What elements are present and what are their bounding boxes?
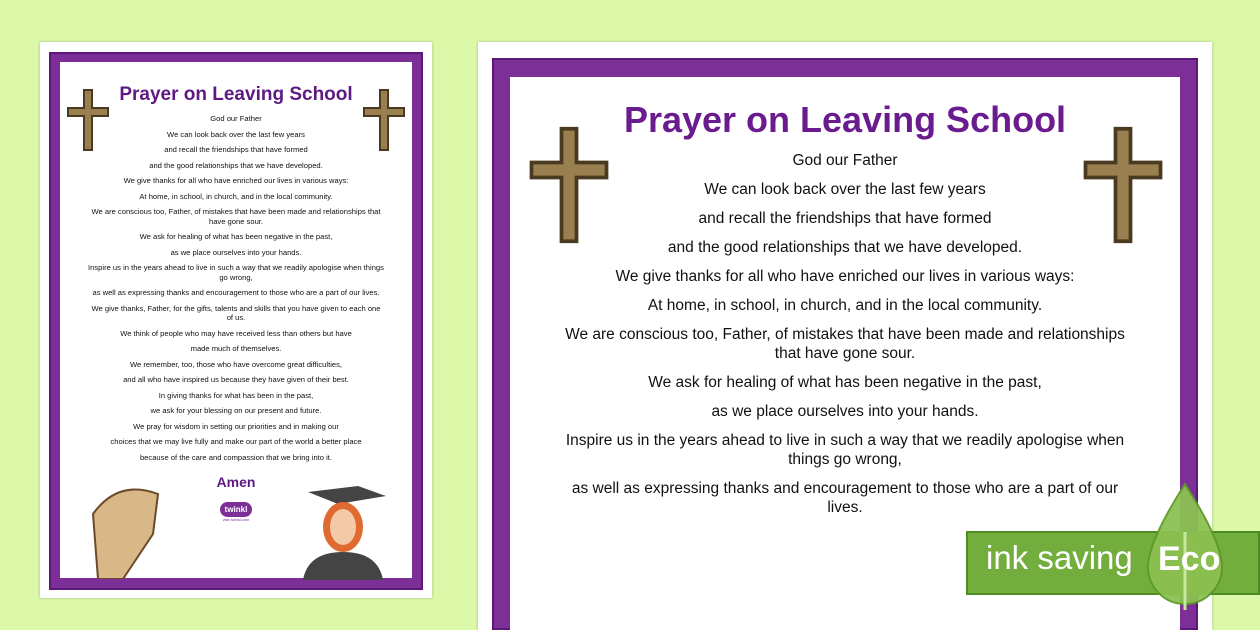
amen-text: Amen	[216, 474, 256, 490]
prayer-line: as we place ourselves into your hands.	[170, 247, 302, 257]
prayer-line: We give thanks for all who have enriched our lives in various ways:	[615, 268, 1075, 285]
prayer-line: We ask for healing of what has been negative in the past,	[648, 374, 1042, 391]
cross-icon	[362, 88, 406, 152]
prayer-line: Inspire us in the years ahead to live in such a way that we readily apologise when things go wrong,	[88, 263, 384, 282]
prayer-line: and all who have inspired us because they have given of their best.	[123, 375, 349, 384]
praying-hands-image	[88, 474, 168, 579]
prayer-line: because of the care and compassion that we bring into it.	[139, 452, 333, 462]
cross-icon	[66, 88, 110, 152]
prayer-line: made much of themselves.	[190, 344, 282, 353]
prayer-line: We pray for wisdom in setting our priorities and in making our	[133, 421, 339, 431]
cross-icon	[522, 125, 616, 245]
prayer-line: We can look back over the last few years	[704, 181, 986, 198]
twinkl-logo: twinkl	[220, 502, 253, 517]
prayer-line: choices that we may live fully and make our part of the world a better place	[110, 437, 362, 446]
prayer-line: We think of people who may have received less than others but have	[120, 328, 352, 338]
prayer-line: as well as expressing thanks and encouragement to those who are a part of our lives.	[92, 288, 380, 297]
preview-thumbnail[interactable]	[40, 42, 432, 598]
graduate-image	[298, 482, 388, 580]
prayer-line: we ask for your blessing on our present and future.	[150, 406, 322, 415]
prayer-line: We can look back over the last few years	[167, 129, 305, 139]
document-title: Prayer on Leaving School	[623, 99, 1067, 140]
prayer-line: We ask for healing of what has been negative in the past,	[139, 232, 333, 241]
prayer-line: At home, in school, in church, and in the local community.	[647, 297, 1043, 314]
prayer-line: In giving thanks for what has been in the past,	[158, 390, 314, 400]
prayer-line: God our Father	[210, 114, 262, 123]
cross-icon	[1076, 125, 1170, 245]
prayer-line: and the good relationships that we have developed.	[149, 160, 323, 170]
prayer-line: God our Father	[792, 152, 898, 169]
document-page	[60, 62, 412, 578]
prayer-line: We remember, too, those who have overcome great difficulties,	[129, 359, 343, 369]
prayer-line: and the good relationships that we have developed.	[667, 239, 1023, 256]
prayer-line: as well as expressing thanks and encouragement to those who are a part of our lives.	[571, 480, 1119, 516]
eco-label: Eco	[1158, 540, 1221, 578]
purple-border	[49, 52, 423, 590]
prayer-line: as we place ourselves into your hands.	[711, 403, 979, 420]
ink-saving-text: ink saving	[986, 539, 1133, 576]
prayer-text	[60, 114, 412, 462]
prayer-line: We are conscious too, Father, of mistakes that have been made and relationships that have gone sour.	[565, 326, 1125, 362]
prayer-line: Inspire us in the years ahead to live in such a way that we readily apologise when things go wrong,	[565, 432, 1125, 468]
prayer-line: and recall the friendships that have formed	[164, 145, 308, 154]
prayer-line: We are conscious too, Father, of mistakes that have been made and relationships that have gone sour.	[91, 207, 381, 226]
prayer-line: We give thanks for all who have enriched our lives in various ways:	[123, 176, 349, 185]
logo-url: visit twinkl.com	[222, 517, 250, 522]
prayer-line: and recall the friendships that have formed	[698, 210, 992, 227]
document-title: Prayer on Leaving School	[119, 84, 353, 105]
prayer-line: We give thanks, Father, for the gifts, talents and skills that you have given to each one of us.	[91, 303, 381, 322]
prayer-line: At home, in school, in church, and in the local community.	[139, 191, 333, 201]
